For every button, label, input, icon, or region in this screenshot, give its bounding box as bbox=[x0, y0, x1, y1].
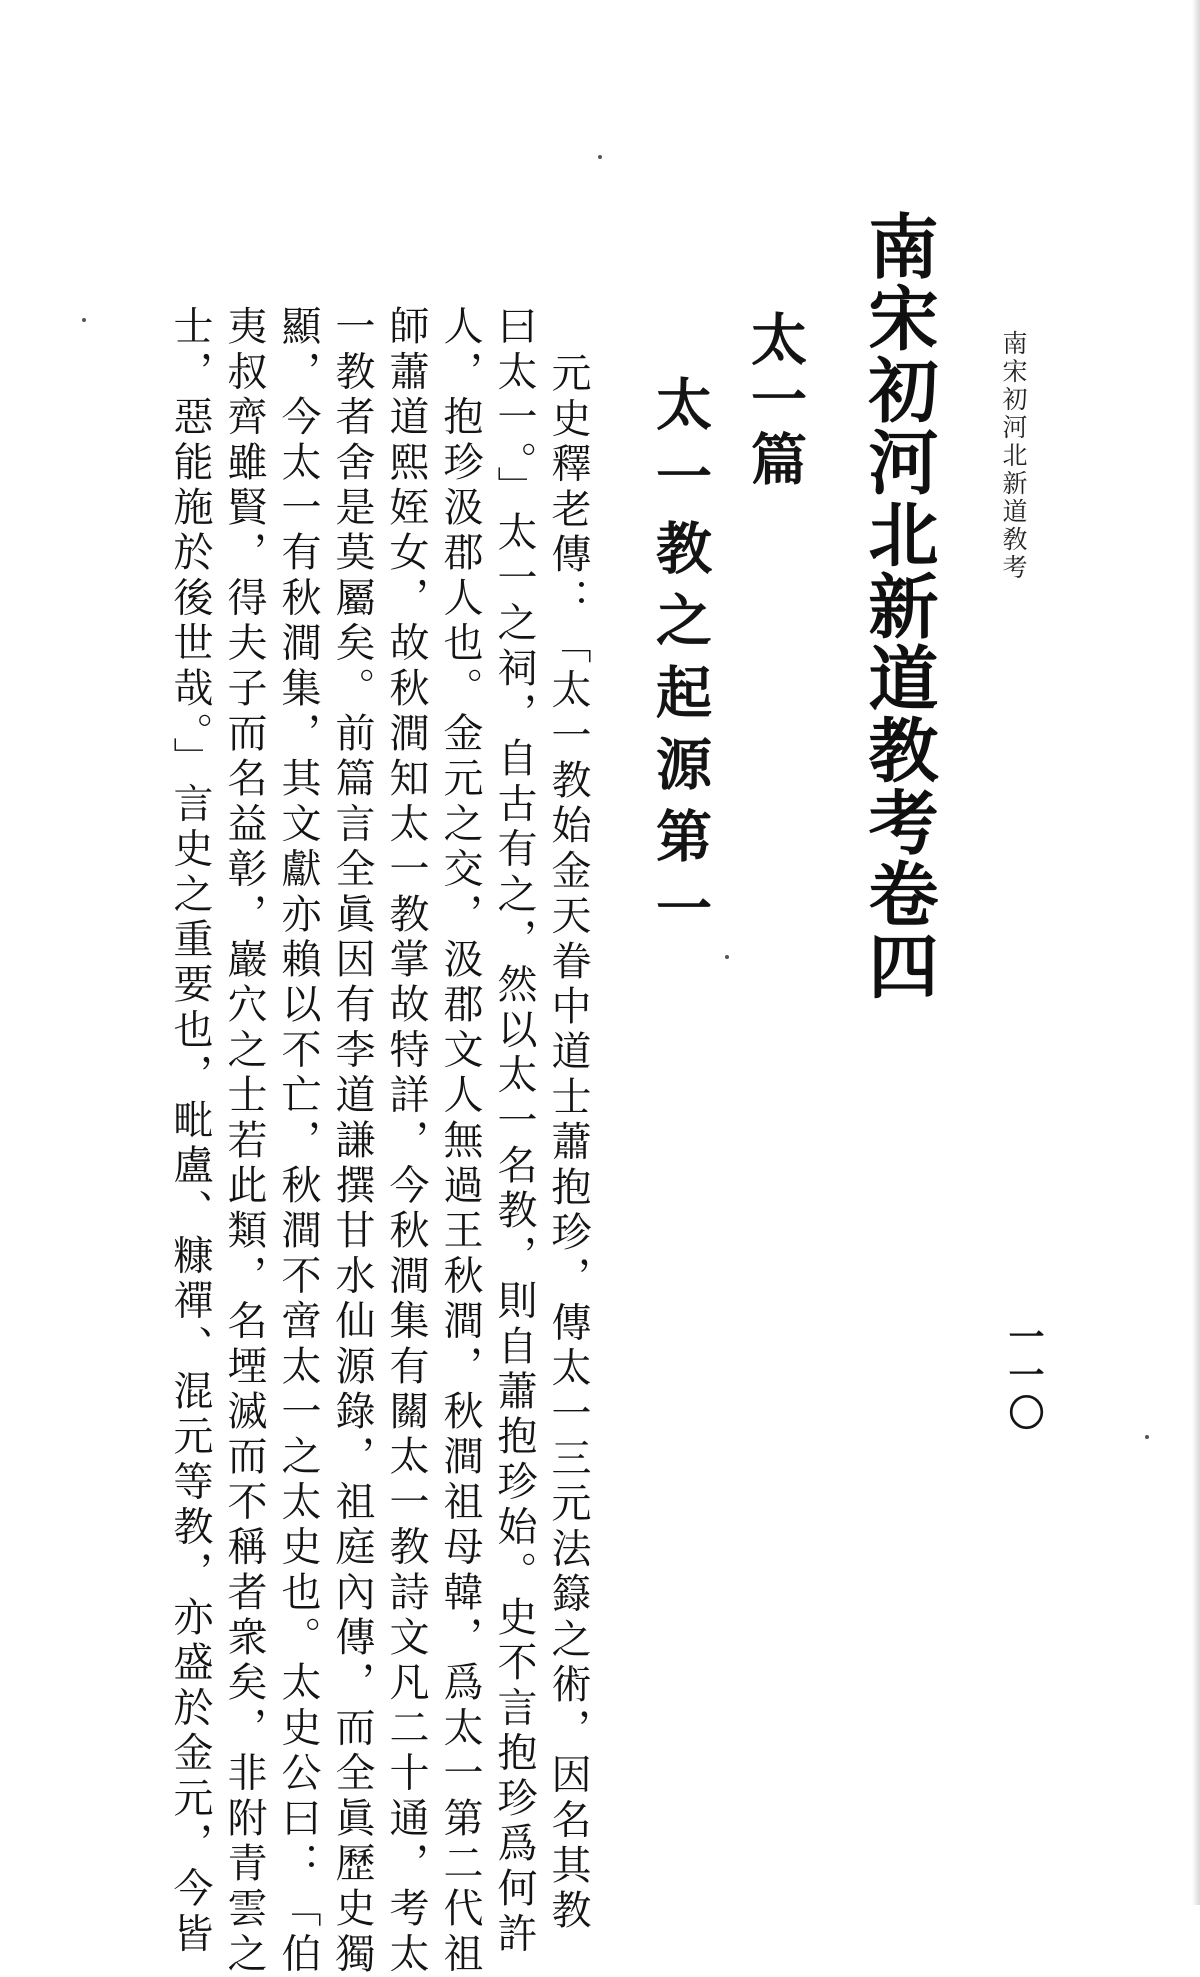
page-edge-shadow bbox=[1192, 0, 1200, 1905]
body-column-5: 一教者舍是莫屬矣。前篇言全眞因有李道謙撰甘水仙源錄，祖庭內傳，而全眞歷史獨 bbox=[329, 305, 375, 1977]
body-column-1: 元史釋老傳：「太一教始金天眷中道士蕭抱珍，傳太一三元法籙之術，因名其教 bbox=[545, 352, 591, 1934]
chapter-heading: 太一教之起源第一 bbox=[647, 375, 713, 951]
body-column-8: 士，惡能施於後世哉。」言史之重要也，毗盧、糠禪、混元等教，亦盛於金元，今皆 bbox=[167, 305, 213, 1958]
running-header: 南宋初河北新道敎考 bbox=[999, 330, 1028, 582]
page-number: 一一〇 bbox=[1003, 1318, 1044, 1432]
body-column-3: 人，抱珍汲郡人也。金元之交，汲郡文人無過王秋澗，秋澗祖母韓，爲太一第二代祖 bbox=[437, 305, 483, 1977]
volume-title: 南宋初河北新道教考卷四 bbox=[857, 210, 940, 1002]
body-column-6: 顯，今太一有秋澗集，其文獻亦賴以不亡，秋澗不啻太一之太史也。太史公曰：「伯 bbox=[275, 305, 321, 1977]
scan-speck bbox=[1145, 1435, 1149, 1439]
body-column-7: 夷叔齊雖賢，得夫子而名益彰，巖穴之士若此類，名堙滅而不稱者衆矣，非附青雲之 bbox=[221, 305, 267, 1977]
scan-speck bbox=[82, 318, 86, 322]
section-heading: 太一篇 bbox=[742, 310, 808, 490]
scan-speck bbox=[598, 155, 602, 159]
body-column-4: 師蕭道熙姪女，故秋澗知太一教掌故特詳，今秋澗集有關太一教詩文凡二十通，考太 bbox=[383, 305, 429, 1977]
body-column-2: 曰太一。」太一之祠，自古有之，然以太一名教，則自蕭抱珍始。史不言抱珍爲何許 bbox=[491, 305, 537, 1958]
scan-speck bbox=[725, 955, 729, 959]
